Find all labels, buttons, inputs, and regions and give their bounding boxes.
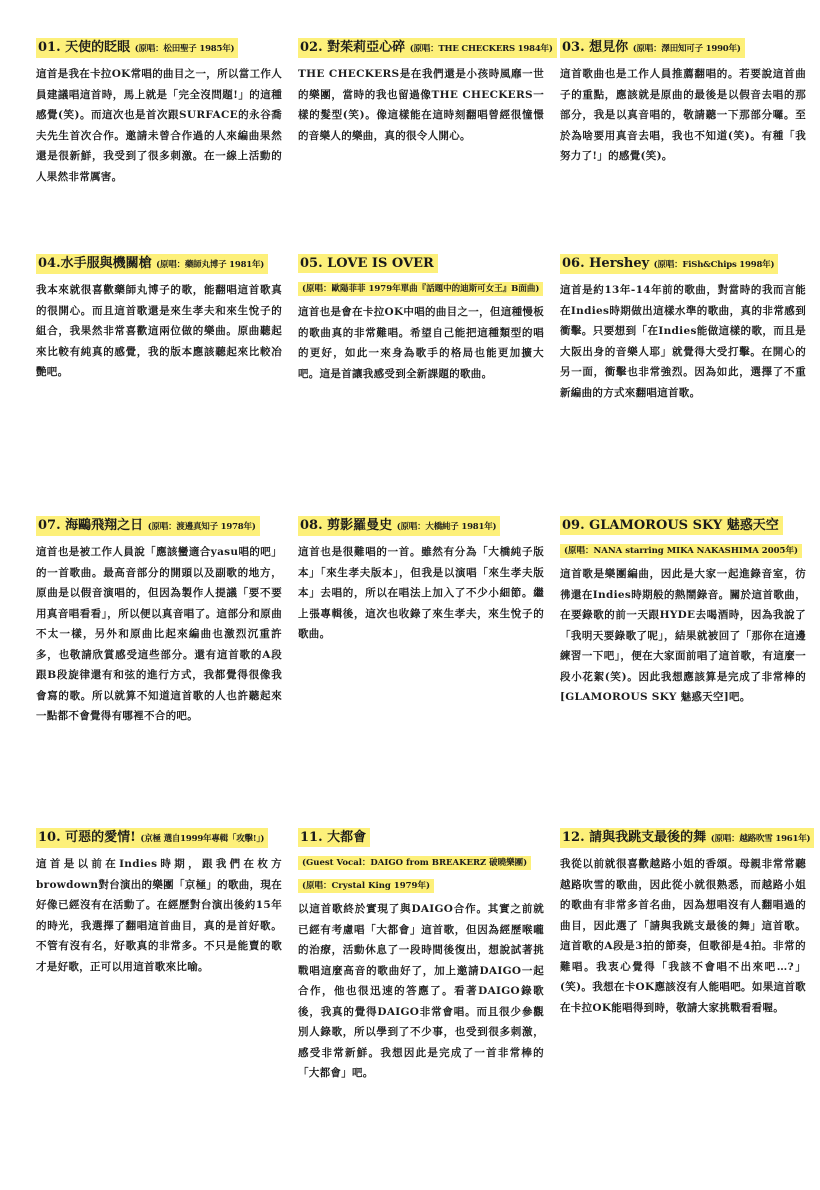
song-original: (原唱：Crystal King 1979年) [298, 879, 434, 893]
song-description: 以這首歌終於實現了與DAIGO合作。其實之前就已經有考慮唱「大都會」這首歌，但因為經歷喉嚨的治療，活動休息了一段時間後復出，想說試著挑戰唱這麼高音的歌曲好了，加上邀請DAIGO一起合作，他也很迅速的答應了。看著DAIGO錄歌後，我真的覺得DAIGO非常會唱。而且很少參觀別人錄歌，所以學到了不少事，也受到很多刺激，感受非常新鮮。我想因此是完成了一首非常棒的「大都會」吧。 [298, 903, 544, 1079]
song-title: 12. 請與我跳支最後的舞 [562, 830, 707, 845]
song-title-highlight [560, 38, 745, 58]
song-original: (原唱：大橋純子 1981年) [396, 522, 497, 532]
song-description: 這首歌是樂團編曲，因此是大家一起進錄音室，彷彿還在Indies時期般的熱鬧錄音。關於這首歌曲，在要錄歌的前一天跟HYDE去喝酒時，因為我說了「我明天要錄歌了呢」，結果就被回了「那你在這邊練習一下吧」，便在大家面前唱了這首歌，有這麼一段小花絮(笑)。因此我想應該算是完成了非常棒的[GLAMOROUS SKY 魅惑天空]吧。 [560, 568, 806, 703]
song-title: 02. 對茱莉亞心碎 [300, 40, 406, 55]
song-title: 11. 大都會 [300, 830, 367, 845]
song-title-highlight [36, 828, 268, 848]
song-entry-08 [298, 514, 544, 645]
song-entry-11 [298, 826, 544, 1084]
song-original: (原唱：越路吹雪 1961年) [710, 834, 811, 844]
song-title-highlight [298, 516, 500, 536]
song-description: 這首也是被工作人員說「應該蠻適合yasu唱的吧」的一首歌曲。最高音部分的開頭以及副歌的地方，原曲是以假音演唱的，但因為製作人提議「要不要用真音唱看看」，所以便以真音唱了。這部分和原曲不太一樣，另外和原曲比起來編曲也激烈沉重許多，也敬請欣賞感受這些部分。還有這首歌的A段跟B段旋律還有和弦的進行方式，我都覺得很像我會寫的歌。所以就算不知道這首歌的人也許聽起來一點都不會覺得有哪裡不合的吧。 [36, 546, 282, 722]
song-entry-01 [36, 36, 282, 187]
song-title-highlight [36, 254, 268, 274]
song-title: 05. LOVE IS OVER [300, 256, 434, 271]
song-title: 03. 想見你 [562, 40, 629, 55]
song-description: 這首是我在卡拉OK常唱的曲目之一，所以當工作人員建議唱這首時，馬上就是「完全沒問題!」的這種感覺(笑)。而這次也是首次跟SURFACE的永谷喬夫先生首次合作。邀請未曾合作過的人來編曲果然還是很新鮮，我受到了很多刺激。在一線上活動的人果然非常厲害。 [36, 68, 282, 183]
song-title-highlight [36, 516, 260, 536]
song-original: (原唱：松田聖子 1985年) [134, 44, 235, 54]
song-original: (原唱：FiSh&Chips 1998年) [653, 260, 775, 270]
song-title: 04.水手服與機關槍 [38, 256, 152, 271]
song-original: (原唱：渡邊真知子 1978年) [147, 522, 256, 532]
song-entry-03 [560, 36, 806, 167]
song-title: 08. 剪影羅曼史 [300, 518, 393, 533]
song-guest-vocal: (Guest Vocal：DAIGO from BREAKERZ 破曉樂團) [298, 856, 531, 870]
song-entry-04 [36, 252, 282, 383]
song-original: (原唱：藥師丸博子 1981年) [156, 260, 265, 270]
song-title-highlight [298, 38, 557, 58]
song-original: (原唱：歐陽菲菲 1979年單曲『話題中的迪斯可女王』B面曲) [298, 282, 543, 296]
song-title-highlight [36, 38, 238, 58]
song-entry-12 [560, 826, 811, 1018]
song-entry-05 [298, 252, 544, 384]
song-original: (原唱：NANA starring MIKA NAKASHIMA 2005年) [560, 544, 802, 558]
song-original: (原唱：澤田知可子 1990年) [632, 44, 741, 54]
song-description: 我從以前就很喜歡越路小姐的香頌。母親非常常聽越路吹雪的歌曲，因此從小就很熟悉，而越路小姐的歌曲有非常多首名曲，因為想唱沒有人翻唱過的曲目，因此選了「請與我跳支最後的舞」這首歌。這首歌的A段是3拍的節奏，但歌卻是4拍。非常的難唱。我衷心覺得「我該不會唱不出來吧…?」(笑)。我想在卡OK應該沒有人能唱吧。如果這首歌在卡拉OK能唱得到時，敬請大家挑戰看看喔。 [560, 858, 806, 1014]
song-entry-07 [36, 514, 282, 727]
song-entry-02 [298, 36, 553, 146]
song-title-highlight [298, 828, 370, 847]
song-title: 06. Hershey [562, 256, 650, 271]
song-description: 這首也是會在卡拉OK中唱的曲目之一，但這種慢板的歌曲真的非常難唱。希望自己能把這種類型的唱的更好，如此一來身為歌手的格局也能更加擴大吧。這是首讓我感受到全新課題的歌曲。 [298, 306, 544, 380]
song-title: 07. 海鷗飛翔之日 [38, 518, 144, 533]
song-entry-10 [36, 826, 282, 977]
song-description: 我本來就很喜歡藥師丸博子的歌，能翻唱這首歌真的很開心。而且這首歌還是來生孝夫和來生悅子的組合，我果然非常喜歡這兩位做的樂曲。原曲聽起來比較有純真的感覺，我的版本應該聽起來比較冶艷吧。 [36, 284, 282, 378]
song-entry-06 [560, 252, 806, 403]
song-title-highlight [298, 254, 438, 273]
song-title: 10. 可惡的愛情! [38, 830, 136, 845]
song-description: 這首是約13年-14年前的歌曲，對當時的我而言能在Indies時期做出這樣水準的歌曲，真的非常感到衝擊。只要想到「在Indies能做這樣的歌，而且是大阪出身的音樂人耶」就覺得大受打擊。在開心的另一面，衝擊也非常強烈。因為如此，選擇了不重新編曲的方式來翻唱這首歌。 [560, 284, 806, 399]
song-entry-09 [560, 514, 806, 708]
song-description: 這首是以前在Indies時期，跟我們在枚方browdown對台演出的樂團「京極」的歌曲，現在好像已經沒有在活動了。在經歷對台演出後約15年的時光，我選擇了翻唱這首曲目，真的是首好歌。不管有沒有名，好歌真的非常多。不只是能賣的歌才是好歌，正可以用這首歌來比喻。 [36, 858, 282, 973]
song-original: (原唱：THE CHECKERS 1984年) [409, 44, 553, 54]
song-description: THE CHECKERS是在我們還是小孩時風靡一世的樂團，當時的我也留過像THE CHECKERS一樣的髮型(笑)。像這樣能在這時刻翻唱曾經很憧憬的音樂人的樂曲，真的很令人開心。 [298, 68, 544, 142]
song-title: 01. 天使的眨眼 [38, 40, 131, 55]
song-description: 這首也是很難唱的一首。雖然有分為「大橋純子版本」「來生孝夫版本」，但我是以演唱「來生孝夫版本」去唱的，所以在唱法上加入了不少小細節。繼上張專輯後，這次也收錄了來生孝夫，來生悅子的歌曲。 [298, 546, 544, 640]
song-title-highlight [560, 254, 778, 274]
song-original: (京極 選自1999年專輯「攻擊!」) [140, 834, 265, 844]
song-title-highlight [560, 516, 783, 535]
song-description: 這首歌曲也是工作人員推薦翻唱的。若要說這首曲子的重點，應該就是原曲的最後是以假音去唱的那部分，我是以真音唱的，敬請聽一下那部分囉。至於為啥要用真音去唱，我也不知道(笑)。有種「我努力了!」的感覺(笑)。 [560, 68, 806, 162]
song-title: 09. GLAMOROUS SKY 魅惑天空 [562, 518, 779, 533]
song-title-highlight [560, 828, 814, 848]
